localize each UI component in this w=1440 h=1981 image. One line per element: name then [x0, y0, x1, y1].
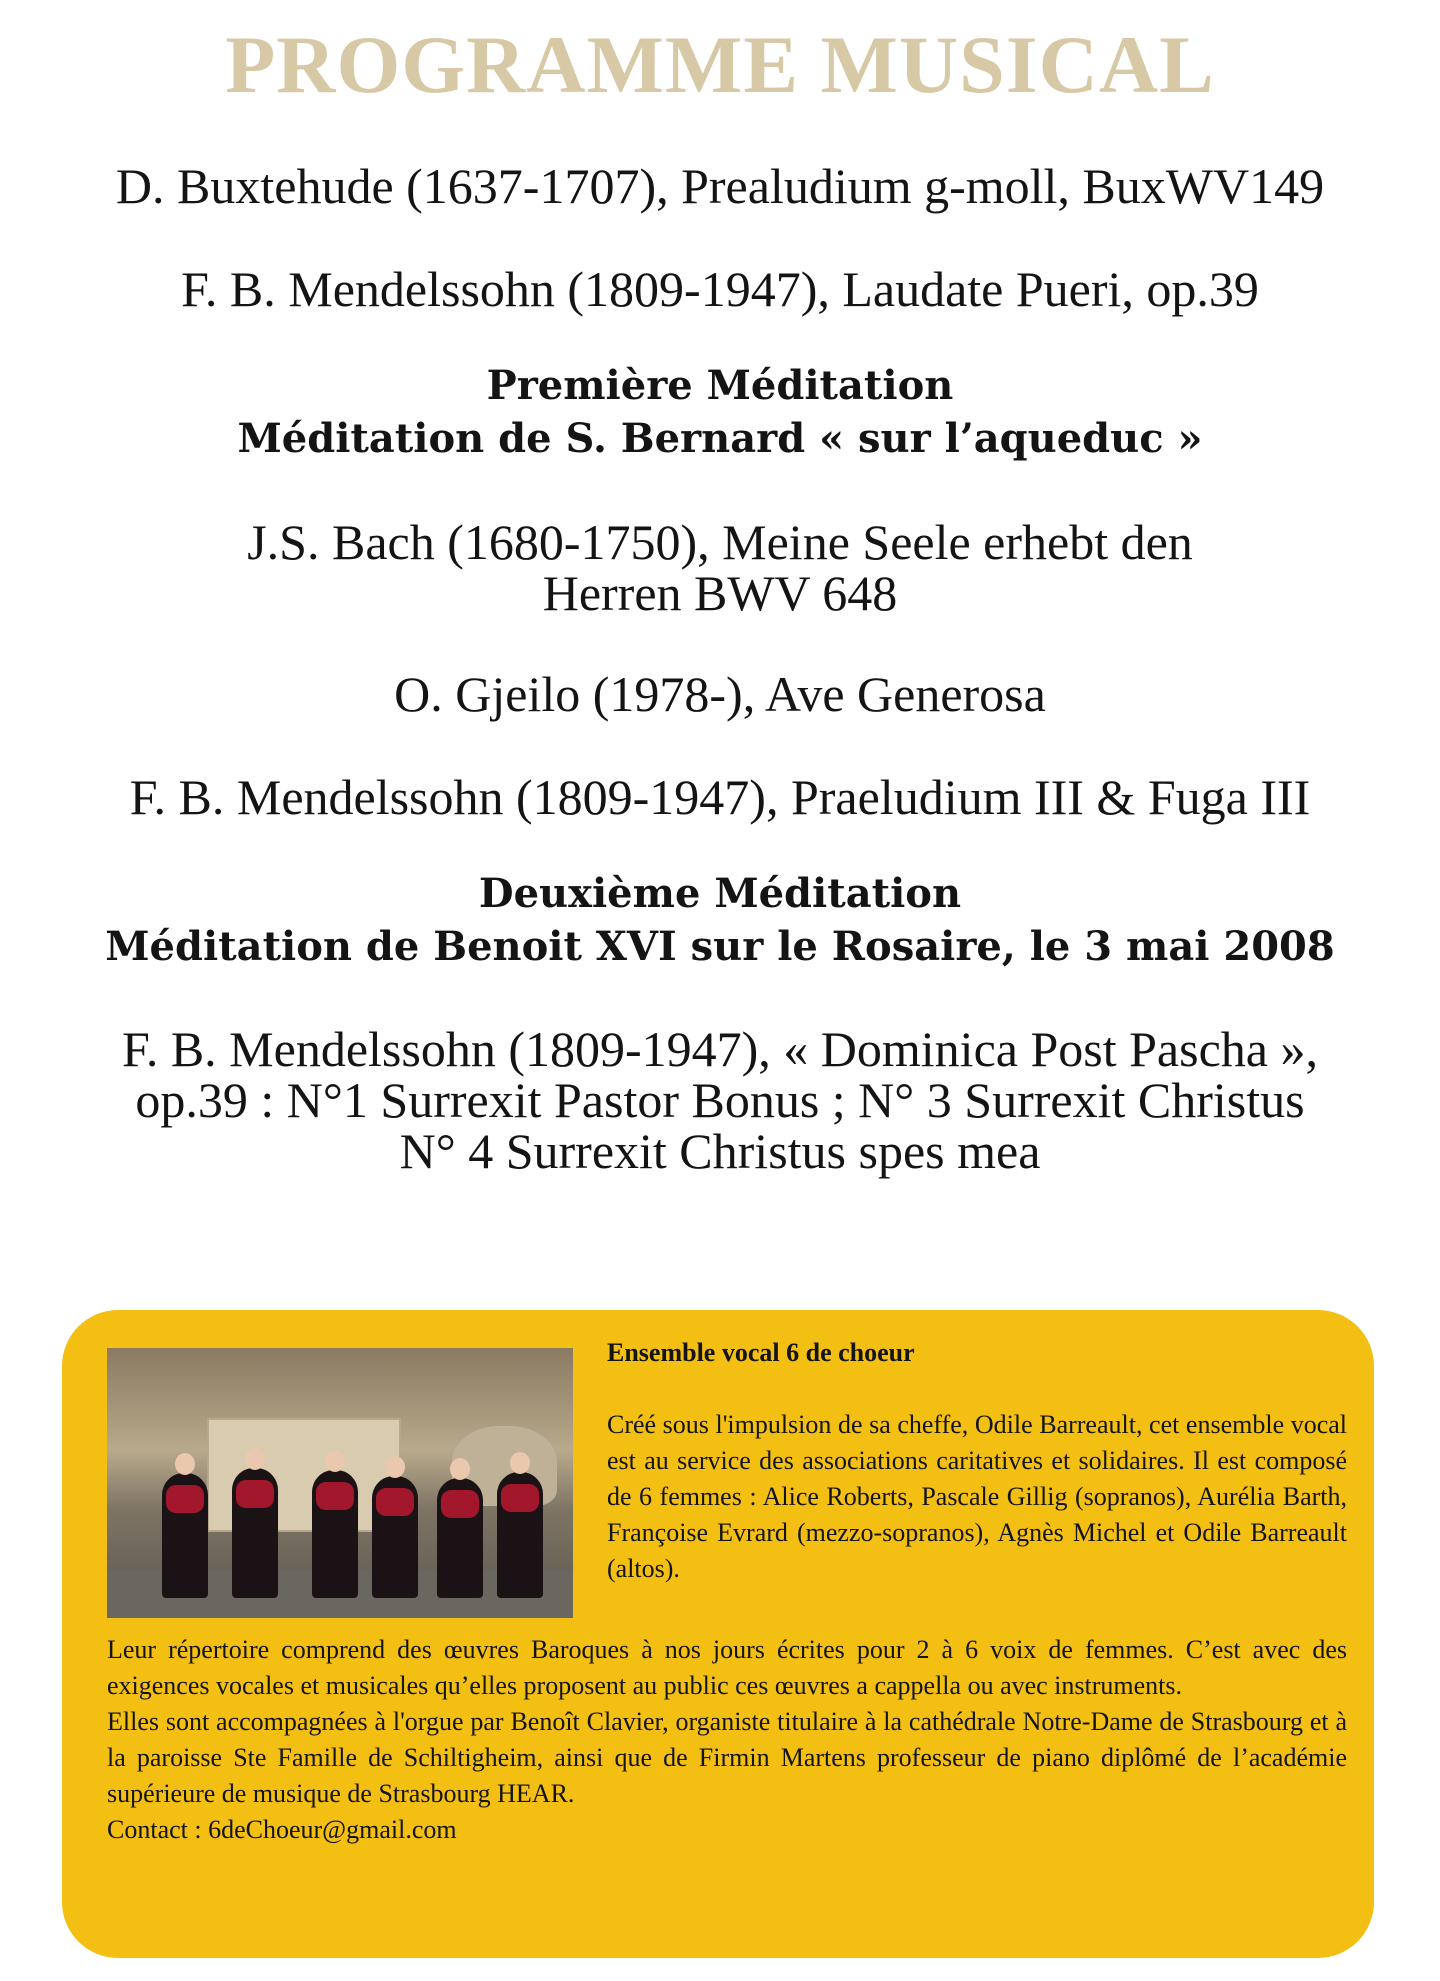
program-item-laudate-pueri: F. B. Mendelssohn (1809-1947), Laudate Pueri, op.39	[181, 261, 1259, 317]
meditation-1-heading: Première Méditation	[486, 362, 954, 409]
meditation-1-title: Méditation de S. Bernard « sur l’aqueduc »	[237, 415, 1203, 462]
ensemble-intro: Créé sous l'impulsion de sa cheffe, Odile Barreault, cet ensemble vocal est au service des associations caritatives et solidaires. Il est composé de 6 femmes : Alice Roberts, Pascale Gillig (sopranos), Aurélia Barth, Françoise Evrard (mezzo-sopranos), Agnès Michel et Odile Barreault (altos).	[607, 1410, 1347, 1583]
meditation-2-title: Méditation de Benoit XVI sur le Rosaire, le 3 mai 2008	[105, 923, 1335, 970]
singer-figure	[312, 1470, 358, 1598]
program-item-dominica-line3: N° 4 Surrexit Christus spes mea	[399, 1123, 1041, 1179]
program-item-bach-line1: J.S. Bach (1680-1750), Meine Seele erhebt den	[247, 514, 1193, 570]
ensemble-repertoire: Leur répertoire comprend des œuvres Baroques à nos jours écrites pour 2 à 6 voix de femmes. C’est avec des exigences vocales et musicales qu’elles proposent au public ces œuvres a cappella ou avec instruments.	[107, 1635, 1347, 1700]
meditation-2-heading: Deuxième Méditation	[478, 870, 962, 917]
singer-figure	[437, 1478, 483, 1598]
program-item-buxtehude: D. Buxtehude (1637-1707), Prealudium g-moll, BuxWV149	[115, 158, 1325, 214]
program-item-praeludium: F. B. Mendelssohn (1809-1947), Praeludium III & Fuga III	[129, 769, 1311, 825]
ensemble-info-box	[62, 1310, 1374, 1958]
ensemble-title: Ensemble vocal 6 de choeur	[607, 1338, 915, 1367]
ensemble-accompaniment: Elles sont accompagnées à l'orgue par Benoît Clavier, organiste titulaire à la cathédrale Notre-Dame de Strasbourg et à la paroisse Ste Famille de Schiltigheim, ainsi que de Firmin Martens professeur de piano diplômé de l’académie supérieure de musique de Strasbourg HEAR.	[107, 1707, 1347, 1808]
program-item-bach-line2: Herren BWV 648	[542, 565, 898, 621]
singer-figure	[497, 1472, 543, 1598]
ensemble-photo	[107, 1348, 573, 1618]
page-title: PROGRAMME MUSICAL	[225, 19, 1215, 110]
singer-figure	[162, 1473, 208, 1598]
program-item-dominica-line2: op.39 : N°1 Surrexit Pastor Bonus ; N° 3 Surrexit Christus	[135, 1072, 1305, 1128]
program-item-gjeilo: O. Gjeilo (1978-), Ave Generosa	[394, 666, 1046, 722]
singer-figure	[372, 1476, 418, 1598]
ensemble-description	[107, 1632, 1347, 1848]
singer-figure	[232, 1468, 278, 1598]
program-item-dominica-line1: F. B. Mendelssohn (1809-1947), « Dominica Post Pascha »,	[122, 1021, 1318, 1077]
ensemble-contact: Contact : 6deChoeur@gmail.com	[107, 1815, 457, 1844]
